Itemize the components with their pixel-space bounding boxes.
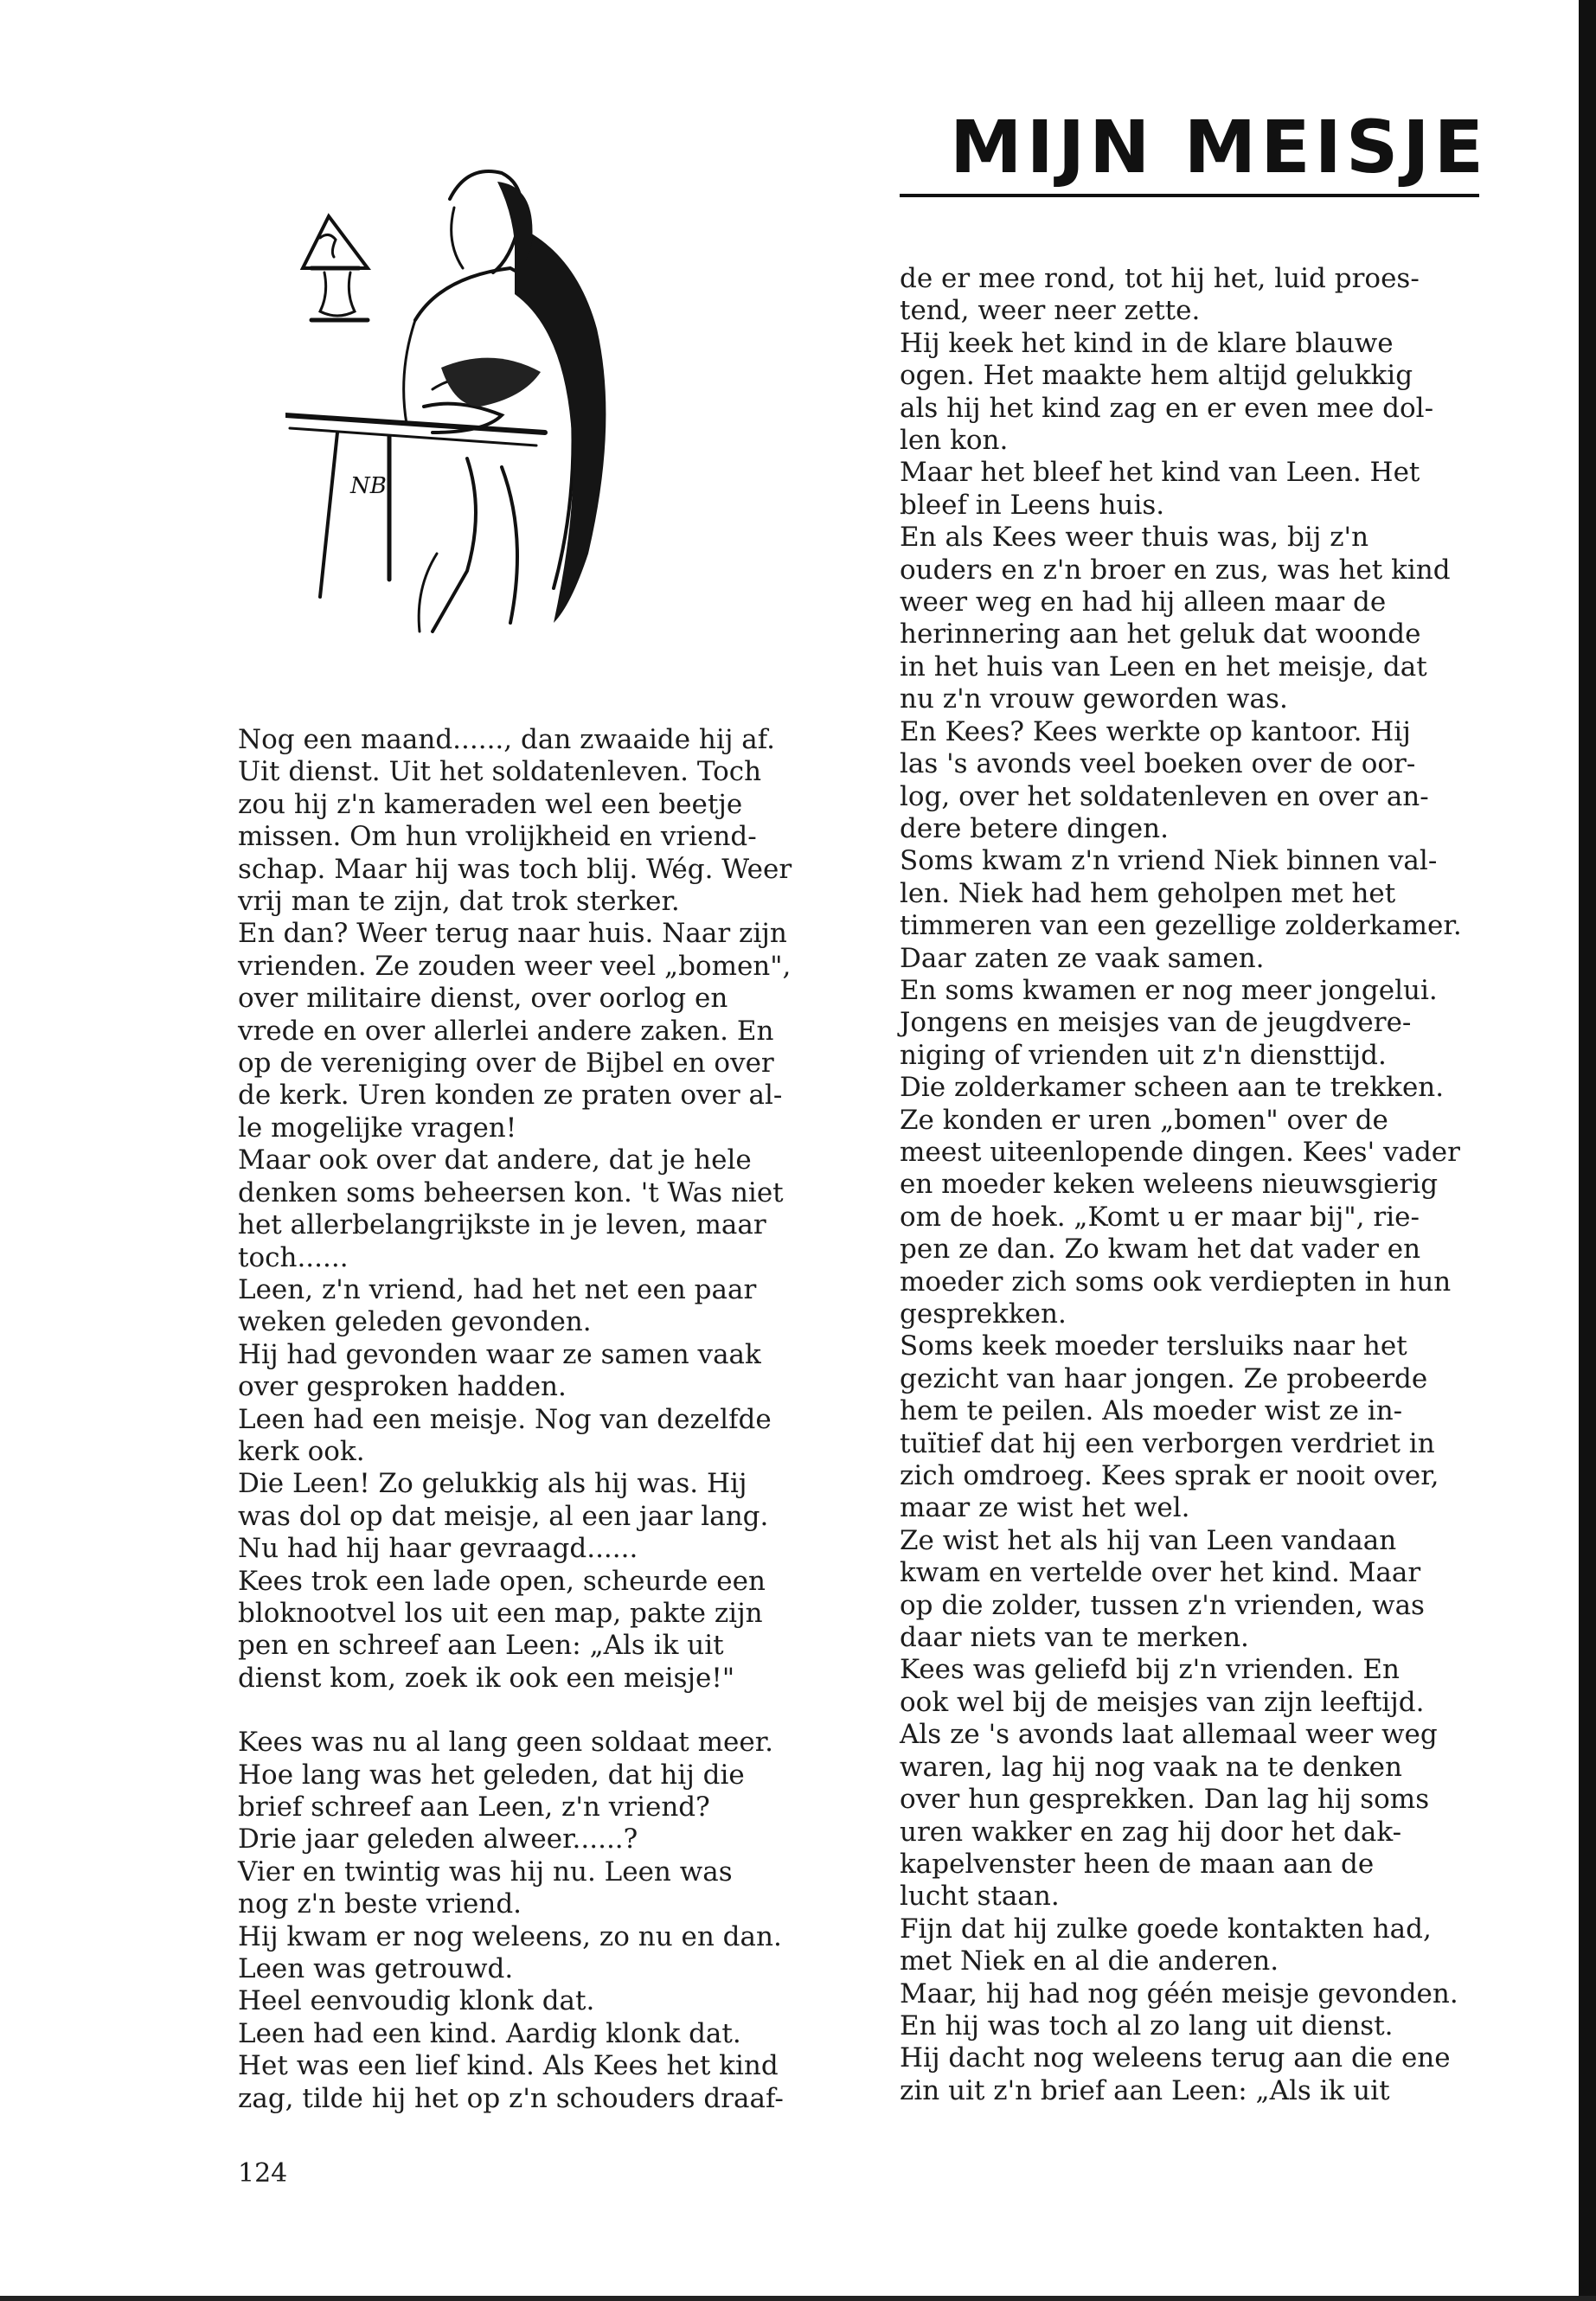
paragraph: Hij dacht nog weleens terug aan die ene zin uit z'n brief aan Leen: „Als ik uit <box>900 2042 1451 2106</box>
paragraph: Maar, hij had nog géén meisje gevonden. En hij was toch al zo lang uit dienst. <box>900 1977 1458 2041</box>
paragraph: Leen was getrouwd. <box>238 1953 514 1985</box>
section-break <box>238 1695 817 1727</box>
paragraph: En soms kwamen er nog meer jongelui. Jongens en meisjes van de jeugdvere- niging of vrienden uit z'n diensttijd. <box>900 974 1438 1071</box>
paragraph: Kees was geliefd bij z'n vrienden. En ook wel bij de meisjes van zijn leeftijd. Als ze 's avonds laat allemaal weer weg waren, lag hij nog vaak na te denken over hun gesprekken. Dan lag hij soms uren wakker en zag hij door het dak- kapelvenster heen de maan aan de lucht staan. <box>900 1654 1438 1913</box>
title-underline <box>900 194 1479 197</box>
paragraph: Leen, z'n vriend, had het net een paar weken geleden gevonden. <box>238 1273 757 1338</box>
paragraph: Kees trok een lade open, scheurde een bloknootvel los uit een map, pakte zijn pen en schreef aan Leen: „Als ik uit dienst kom, zoek ik ook een meisje!" <box>238 1565 766 1694</box>
paragraph: Heel eenvoudig klonk dat. <box>238 1985 595 2017</box>
paragraph: Hij keek het kind in de klare blauwe ogen. Het maakte hem altijd gelukkig als hij het kind zag en er even mee dol- len kon. <box>900 327 1434 457</box>
paragraph: Ze wist het als hij van Leen vandaan kwam en vertelde over het kind. Maar op die zolder, tussen z'n vrienden, was daar niets van te merken. <box>900 1524 1425 1654</box>
man-at-desk-by-lamp-illustration <box>285 147 649 649</box>
paragraph: Maar het bleef het kind van Leen. Het bleef in Leens huis. <box>900 457 1420 521</box>
left-column <box>238 724 817 2115</box>
paragraph: Die Leen! Zo gelukkig als hij was. Hij was dol op dat meisje, al een jaar lang. <box>238 1468 769 1532</box>
paragraph: de er mee rond, tot hij het, luid proes- tend, weer neer zette. <box>900 263 1420 327</box>
paragraph: En als Kees weer thuis was, bij z'n ouders en z'n broer en zus, was het kind weer weg en had hij alleen maar de herinnering aan het geluk dat woonde in het huis van Leen en het meisje, dat nu z'n vrouw geworden was. <box>900 522 1451 715</box>
paragraph: Maar ook over dat andere, dat je hele denken soms beheersen kon. 't Was niet het allerbelangrijkste in je leven, maar toch...... <box>238 1144 784 1273</box>
illustration-signature: NB <box>350 473 387 499</box>
scan-edge-bottom <box>0 2296 1596 2301</box>
scan-edge-right <box>1579 0 1596 2301</box>
paragraph: Leen had een meisje. Nog van dezelfde kerk ook. <box>238 1403 772 1467</box>
paragraph: Hij had gevonden waar ze samen vaak over gesproken hadden. <box>238 1338 761 1403</box>
paragraph: Vier en twintig was hij nu. Leen was nog z'n beste vriend. <box>238 1856 733 1920</box>
paragraph: Die zolderkamer scheen aan te trekken. Ze konden er uren „bomen" over de meest uiteenlopende dingen. Kees' vader en moeder keken weleens nieuwsgierig om de hoek. „Komt u er maar bij", rie- pen ze dan. Zo kwam het dat vader en moeder zich soms ook verdiepten in hun gesprekken. <box>900 1072 1460 1330</box>
paragraph: En Kees? Kees werkte op kantoor. Hij las 's avonds veel boeken over de oor- log, over het soldatenleven en over an- dere betere dingen. <box>900 715 1429 844</box>
right-column <box>900 263 1479 2107</box>
paragraph: Soms keek moeder tersluiks naar het gezicht van haar jongen. Ze probeerde hem te peilen. Als moeder wist ze in- tuïtief dat hij een verborgen verdriet in zich omdroeg. Kees sprak er nooit over, maar ze wist het wel. <box>900 1330 1439 1524</box>
paragraph: Fijn dat hij zulke goede kontakten had, met Niek en al die anderen. <box>900 1913 1432 1977</box>
page-number: 124 <box>238 2158 288 2189</box>
paragraph: Nog een maand......, dan zwaaide hij af. Uit dienst. Uit het soldatenleven. Toch zou hij z'n kameraden wel een beetje missen. Om hun vrolijkheid en vriend- schap. Maar hij was toch blij. Wég. Weer vrij man te zijn, dat trok sterker. <box>238 724 792 918</box>
article-title: MIJN MEISJE <box>950 105 1488 189</box>
paragraph: Kees was nu al lang geen soldaat meer. Hoe lang was het geleden, dat hij die brief schreef aan Leen, z'n vriend? <box>238 1727 773 1823</box>
paragraph: Soms kwam z'n vriend Niek binnen val- len. Niek had hem geholpen met het timmeren van een gezellige zolderkamer. <box>900 845 1462 942</box>
paragraph: Nu had hij haar gevraagd...... <box>238 1533 638 1565</box>
paragraph: Drie jaar geleden alweer......? <box>238 1823 638 1856</box>
paragraph: Het was een lief kind. Als Kees het kind zag, tilde hij het op z'n schouders draaf- <box>238 2050 784 2114</box>
paragraph: Daar zaten ze vaak samen. <box>900 942 1265 974</box>
paragraph: En dan? Weer terug naar huis. Naar zijn vrienden. Ze zouden weer veel „bomen", over militaire dienst, over oorlog en vrede en over allerlei andere zaken. En op de vereniging over de Bijbel en over de kerk. Uren konden ze praten over al- le mogelijke vragen! <box>238 918 792 1144</box>
paragraph: Hij kwam er nog weleens, zo nu en dan. <box>238 1920 782 1952</box>
paragraph: Leen had een kind. Aardig klonk dat. <box>238 2017 741 2049</box>
